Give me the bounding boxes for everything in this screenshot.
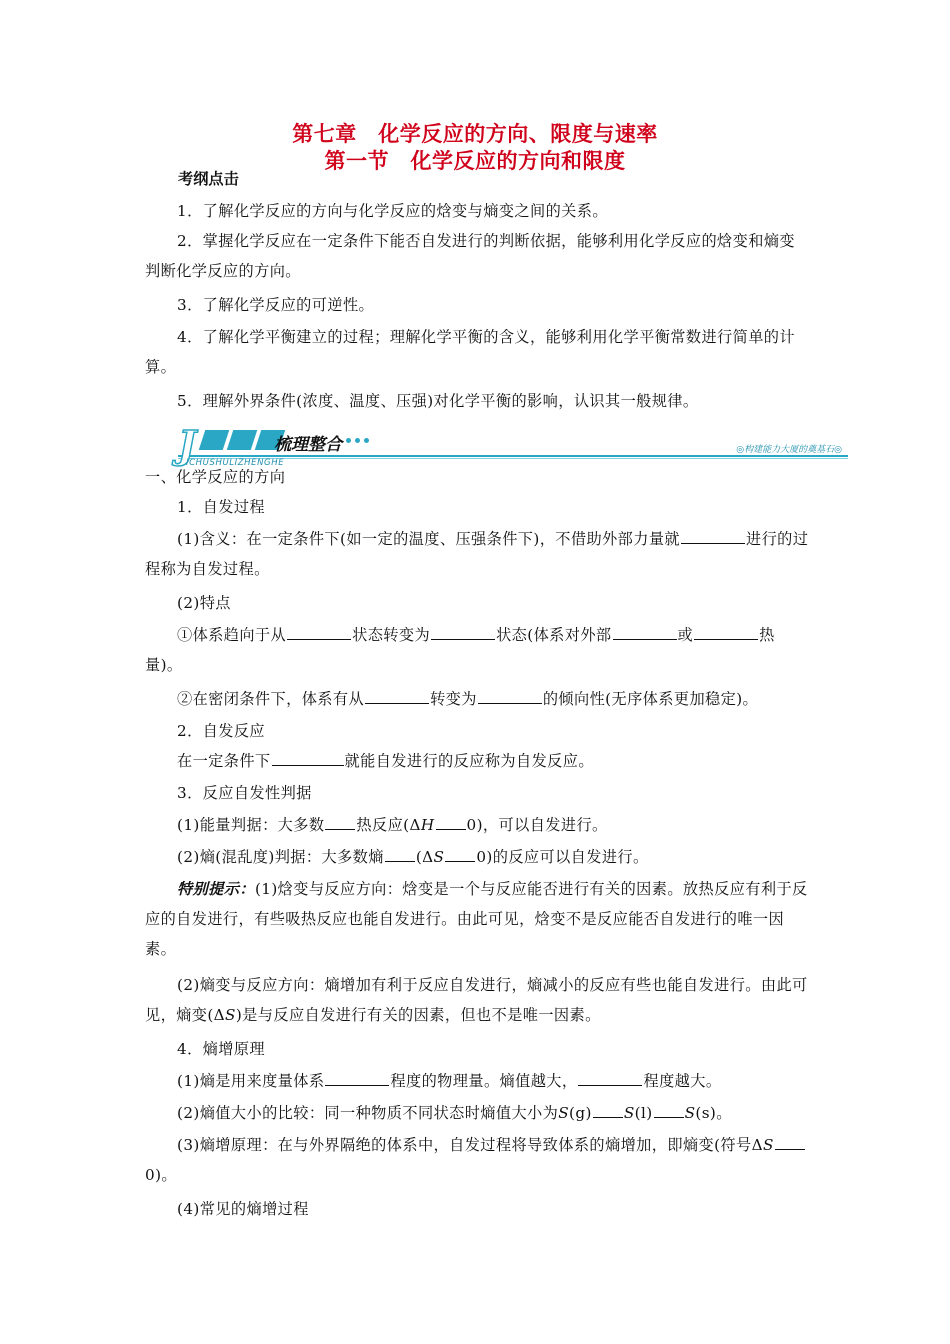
banner-j-logo: J [178,422,196,467]
banner-pinyin: ICHUSHULIZHENGHE [186,458,285,468]
banner-rule [178,455,848,457]
outline-item-2: 2．掌握化学反应在一定条件下能否自发进行的判断依据，能够利用化学反应的焓变和熵变判断化学反应的方向。 [145,232,795,280]
subheading-criteria: 3．反应自发性判据 [177,784,312,802]
subheading-spontaneous-reaction: 2．自发反应 [177,722,266,740]
outline-heading: 考纲点击 [178,170,239,188]
para-tip-2: (2)熵变与反应方向：熵增加有利于反应自发进行，熵减小的反应有些也能自发进行。由此可见，熵变(ΔS)是与反应自发进行有关的因素，但也不是唯一因素。 [145,976,808,1024]
para-entropy-3: (3)熵增原理：在与外界隔绝的体系中，自发过程将导致体系的熵增加，即熵变(符号ΔS0)。 [145,1130,810,1190]
outline-item-5: 5．理解外界条件(浓度、温度、压强)对化学平衡的影响，认识其一般规律。 [177,392,699,410]
para-entropy-2: (2)熵值大小的比较：同一种物质不同状态时熵值大小为S(g) S(l) S(s)。 [145,1098,810,1128]
para-tip-1: 特别提示：(1)焓变与反应方向：焓变是一个与反应能否进行有关的因素。放热反应有利于反应的自发进行，有些吸热反应也能自发进行。由此可见，焓变不是反应能否自发进行的唯一因素。 [145,880,808,958]
banner-slogan: ◎构建能力大厦的奠基石◎ [736,445,842,455]
para-spontaneous-reaction: 在一定条件下 就能自发进行的反应称为自发反应。 [145,746,810,776]
outline-item-1: 1．了解化学反应的方向与化学反应的焓变与熵变之间的关系。 [177,202,608,220]
para-entropy-4: (4)常见的熵增过程 [177,1200,309,1218]
banner-label: 梳理整合 [274,435,342,455]
section-heading-1: 一、化学反应的方向 [145,468,286,486]
para-entropy-criterion: (2)熵(混乱度)判据：大多数熵 (ΔS 0)的反应可以自发进行。 [145,842,810,872]
subheading-entropy-increase: 4．熵增原理 [177,1040,266,1058]
chapter-title: 第七章 化学反应的方向、限度与速率 [292,122,658,146]
section-title: 第一节 化学反应的方向和限度 [324,149,626,173]
para-entropy-1: (1)熵是用来度量体系 程度的物理量。熵值越大， 程度越大。 [145,1066,810,1096]
para-definition: (1)含义：在一定条件下(如一定的温度、压强条件下)，不借助外部力量就 进行的过程称为自发过程。 [145,524,810,584]
subheading-spontaneous-process: 1．自发过程 [177,498,266,516]
para-energy-criterion: (1)能量判据：大多数 热反应(ΔH 0)，可以自发进行。 [145,810,810,840]
para-feature-2: ②在密闭条件下，体系有从 转变为 的倾向性(无序体系更加稳定)。 [145,684,810,714]
outline-item-4: 4．了解化学平衡建立的过程；理解化学平衡的含义，能够利用化学平衡常数进行简单的计算。 [145,328,795,376]
para-feature-1: ①体系趋向于从 状态转变为 状态(体系对外部 或 热量)。 [145,620,810,680]
para-features: (2)特点 [177,594,231,612]
outline-item-3: 3．了解化学反应的可逆性。 [177,296,375,314]
